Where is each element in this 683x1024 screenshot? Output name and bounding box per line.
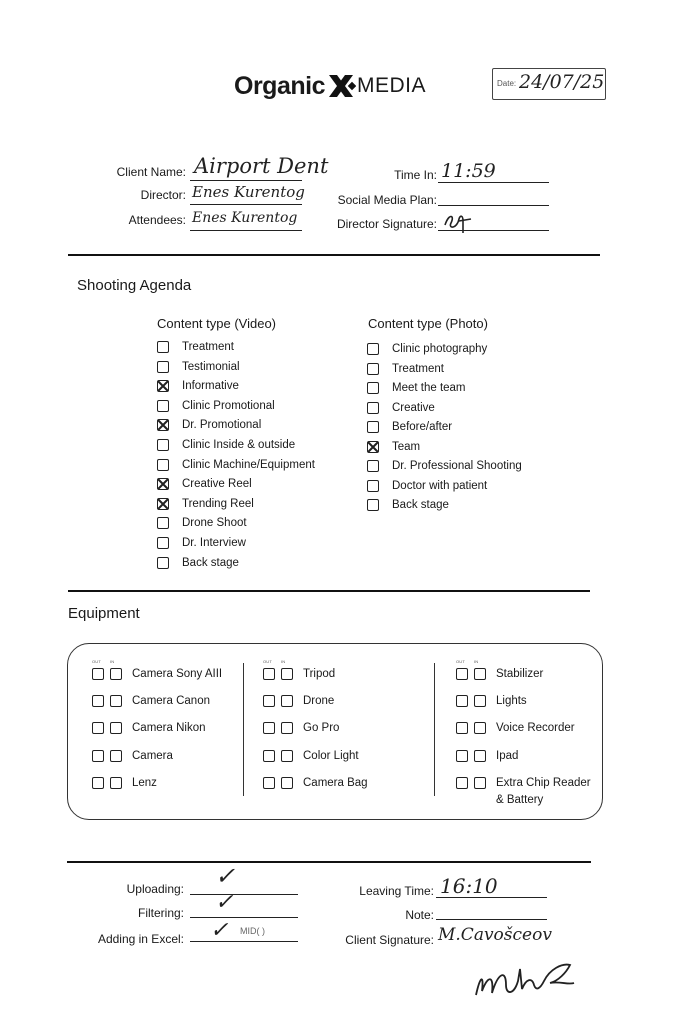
photo-item-label: Clinic photography <box>392 343 488 355</box>
attendees-line <box>190 230 302 231</box>
out-checkbox[interactable] <box>92 750 104 762</box>
photo-item-label: Before/after <box>392 421 453 433</box>
equipment-item-label: Camera <box>132 750 173 762</box>
filtering-value: ✓ <box>215 890 234 915</box>
director-value: Enes Kurentog <box>192 183 305 201</box>
checkbox[interactable] <box>367 421 379 433</box>
video-item-creative-reel[interactable] <box>157 478 252 490</box>
out-checkbox[interactable] <box>263 722 275 734</box>
in-checkbox[interactable] <box>110 695 122 707</box>
video-item-label: Clinic Inside & outside <box>182 439 296 451</box>
video-item-testimonial[interactable] <box>157 361 240 373</box>
out-checkbox[interactable] <box>456 668 468 680</box>
equipment-item-label: Color Light <box>303 750 359 762</box>
equipment-out-header: OUT <box>263 659 273 664</box>
checkbox[interactable] <box>157 517 169 529</box>
equipment-item-label: Extra Chip Reader <box>496 777 591 789</box>
video-item-label: Clinic Promotional <box>182 399 275 412</box>
out-checkbox[interactable] <box>456 722 468 734</box>
equipment-title: Equipment <box>68 605 140 622</box>
director-signature-scribble <box>441 207 481 237</box>
equipment-item-label: Go Pro <box>303 722 340 734</box>
equipment-in-header: IN <box>110 659 115 664</box>
in-checkbox[interactable] <box>474 722 486 734</box>
video-item-label: Testimonial <box>182 360 240 373</box>
equipment-item-label: Tripod <box>303 668 336 680</box>
in-checkbox[interactable] <box>281 668 293 680</box>
video-item-dr-promotional[interactable] <box>157 419 261 431</box>
checkbox[interactable] <box>367 382 379 394</box>
equipment-in-header: IN <box>281 659 286 664</box>
header-divider <box>68 254 600 256</box>
adding-in-excel-label: Adding in Excel: <box>97 932 184 946</box>
in-checkbox[interactable] <box>474 668 486 680</box>
video-item-drone-shoot[interactable] <box>157 517 247 529</box>
out-checkbox[interactable] <box>263 668 275 680</box>
equipment-item-camera-nikon[interactable] <box>92 722 206 734</box>
checkbox[interactable] <box>157 439 169 451</box>
equipment-item-extra-chip-reader[interactable] <box>456 777 591 789</box>
time-in-line <box>438 182 549 183</box>
equipment-item-label: Camera Bag <box>303 777 368 789</box>
equipment-divider-1 <box>243 663 244 796</box>
time-in-label: Time In: <box>394 168 437 182</box>
in-checkbox[interactable] <box>281 777 293 789</box>
adding-in-excel-line <box>190 941 298 942</box>
out-checkbox[interactable] <box>92 777 104 789</box>
attendees-value: Enes Kurentog <box>192 210 298 226</box>
social-media-plan-line <box>438 205 549 206</box>
checkbox[interactable] <box>157 341 169 353</box>
director-signature-label: Director Signature: <box>336 217 437 231</box>
video-item-clinic-inside-outside[interactable] <box>157 439 295 451</box>
checkbox[interactable] <box>157 537 169 549</box>
out-checkbox[interactable] <box>456 777 468 789</box>
equipment-item-camera[interactable] <box>92 750 173 762</box>
brand-organic: Organic <box>234 71 325 100</box>
equipment-divider-2 <box>434 663 435 796</box>
in-checkbox[interactable] <box>474 695 486 707</box>
out-checkbox[interactable] <box>456 695 468 707</box>
out-checkbox[interactable] <box>92 668 104 680</box>
equipment-item-camera-canon[interactable] <box>92 695 210 707</box>
leaving-time-line <box>436 897 547 898</box>
out-checkbox[interactable] <box>263 750 275 762</box>
date-value: 24/07/25 <box>519 71 605 93</box>
video-item-trending-reel[interactable] <box>157 498 254 510</box>
in-checkbox[interactable] <box>281 750 293 762</box>
agenda-divider <box>68 590 590 592</box>
uploading-value: ✓ <box>215 862 236 890</box>
brand-x-icon <box>326 72 356 100</box>
photo-item-label: Treatment <box>392 362 444 375</box>
photo-item-label: Dr. Professional Shooting <box>392 460 522 472</box>
checkbox[interactable] <box>157 400 169 412</box>
equipment-item-color-light[interactable] <box>263 750 359 762</box>
in-checkbox[interactable] <box>110 722 122 734</box>
equipment-out-header: OUT <box>456 659 466 664</box>
adding-in-excel-value: ✓ <box>210 918 229 943</box>
date-box <box>492 68 606 100</box>
equipment-item-label: Camera Canon <box>132 695 210 707</box>
equipment-out-header: OUT <box>92 659 102 664</box>
equipment-item-lights[interactable] <box>456 695 527 707</box>
in-checkbox[interactable] <box>110 750 122 762</box>
uploading-label: Uploading: <box>126 882 184 896</box>
equipment-item-camera-sony-aiii[interactable] <box>92 668 222 680</box>
filtering-line <box>190 917 298 918</box>
in-checkbox[interactable] <box>474 777 486 789</box>
photo-item-clinic-photography[interactable] <box>367 343 487 355</box>
checked-checkbox[interactable] <box>157 498 169 510</box>
video-item-label: Back stage <box>182 556 239 569</box>
equipment-item-ipad[interactable] <box>456 750 518 762</box>
video-item-label: Treatment <box>182 341 234 353</box>
video-item-label: Clinic Machine/Equipment <box>182 458 315 471</box>
out-checkbox[interactable] <box>263 695 275 707</box>
video-item-label: Trending Reel <box>182 497 254 510</box>
equipment-item-label: Voice Recorder <box>496 722 575 734</box>
equipment-item-label: Drone <box>303 695 335 707</box>
in-checkbox[interactable] <box>110 668 122 680</box>
adding-in-excel-note: MID( ) <box>240 926 265 936</box>
out-checkbox[interactable] <box>263 777 275 789</box>
photo-item-label: Doctor with patient <box>392 479 488 492</box>
out-checkbox[interactable] <box>456 750 468 762</box>
in-checkbox[interactable] <box>474 750 486 762</box>
video-item-treatment[interactable] <box>157 341 234 353</box>
photo-item-meet-the-team[interactable] <box>367 382 466 394</box>
in-checkbox[interactable] <box>281 695 293 707</box>
equipment-item-camera-bag[interactable] <box>263 777 368 789</box>
director-line <box>190 204 302 205</box>
video-item-clinic-promotional[interactable] <box>157 400 275 412</box>
checkbox[interactable] <box>157 557 169 569</box>
equipment-item-stabilizer[interactable] <box>456 668 543 680</box>
note-line <box>436 919 547 920</box>
equipment-item-go-pro[interactable] <box>263 722 339 734</box>
photo-item-doctor-with-patient[interactable] <box>367 480 487 492</box>
out-checkbox[interactable] <box>92 722 104 734</box>
photo-item-label: Back stage <box>392 499 449 511</box>
client-name-line <box>190 180 302 181</box>
director-label: Director: <box>140 188 186 202</box>
leaving-time-label: Leaving Time: <box>359 884 434 898</box>
equipment-item-lenz[interactable] <box>92 777 157 789</box>
checked-checkbox[interactable] <box>157 419 169 431</box>
note-label: Note: <box>405 908 434 922</box>
photo-item-back-stage[interactable] <box>367 499 449 511</box>
photo-item-dr-professional-shooting[interactable] <box>367 460 522 472</box>
video-item-label: Creative Reel <box>182 478 252 491</box>
photo-item-treatment[interactable] <box>367 363 444 375</box>
client-name-label: Client Name: <box>116 165 186 179</box>
date-label: Date: <box>497 79 517 88</box>
photo-item-creative[interactable] <box>367 402 435 414</box>
equipment-item-tripod[interactable] <box>263 668 335 680</box>
photo-item-before-after[interactable] <box>367 421 452 433</box>
shooting-agenda-title: Shooting Agenda <box>77 277 192 294</box>
brand-logo <box>234 70 426 102</box>
client-signature-scribble <box>470 955 580 1005</box>
brand-media: MEDIA <box>356 74 426 97</box>
checkbox[interactable] <box>367 480 379 492</box>
client-signature-label: Client Signature: <box>345 933 434 947</box>
equipment-item-label: Camera Sony AIII <box>132 668 223 680</box>
equipment-item-voice-recorder[interactable] <box>456 722 575 734</box>
video-item-label: Dr. Interview <box>182 537 246 549</box>
photo-item-label: Team <box>392 440 421 453</box>
photo-heading: Content type (Photo) <box>368 316 488 331</box>
equipment-item-label: Ipad <box>496 750 519 762</box>
video-heading: Content type (Video) <box>157 316 276 331</box>
photo-item-team[interactable] <box>367 441 420 453</box>
checked-checkbox[interactable] <box>157 478 169 490</box>
video-item-clinic-machine-equipment[interactable] <box>157 459 315 471</box>
equipment-item-label: Camera Nikon <box>132 722 206 734</box>
video-item-dr-interview[interactable] <box>157 537 246 549</box>
equipment-item-label: Lights <box>496 695 527 707</box>
video-item-label: Drone Shoot <box>182 517 247 530</box>
equipment-item-battery <box>496 794 543 806</box>
uploading-line <box>190 894 298 895</box>
checkbox[interactable] <box>367 343 379 355</box>
equipment-divider-bottom <box>67 861 591 863</box>
equipment-item-drone[interactable] <box>263 695 334 707</box>
time-in-value: 11:59 <box>441 160 496 182</box>
checkbox[interactable] <box>157 361 169 373</box>
client-name-value: Airport Dent <box>194 154 329 178</box>
equipment-item-label: & Battery <box>496 794 544 806</box>
checked-checkbox[interactable] <box>367 441 379 453</box>
checked-checkbox[interactable] <box>157 380 169 392</box>
checkbox[interactable] <box>157 459 169 471</box>
video-item-label: Dr. Promotional <box>182 419 262 432</box>
equipment-in-header: IN <box>474 659 479 664</box>
video-item-label: Informative <box>182 380 239 393</box>
photo-item-label: Meet the team <box>392 382 466 394</box>
social-media-plan-label: Social Media Plan: <box>337 193 437 207</box>
equipment-item-label: Stabilizer <box>496 668 544 680</box>
photo-item-label: Creative <box>392 401 435 414</box>
checkbox[interactable] <box>367 363 379 375</box>
video-item-back-stage[interactable] <box>157 557 239 569</box>
checkbox[interactable] <box>367 460 379 472</box>
in-checkbox[interactable] <box>110 777 122 789</box>
in-checkbox[interactable] <box>281 722 293 734</box>
equipment-item-label: Lenz <box>132 777 157 789</box>
video-item-informative[interactable] <box>157 380 239 392</box>
checkbox[interactable] <box>367 402 379 414</box>
leaving-time-value: 16:10 <box>440 874 498 898</box>
filtering-label: Filtering: <box>137 906 184 920</box>
client-signature-value: M.Cavošceov <box>438 925 552 945</box>
attendees-label: Attendees: <box>128 213 186 227</box>
out-checkbox[interactable] <box>92 695 104 707</box>
checkbox[interactable] <box>367 499 379 511</box>
director-signature-line <box>438 230 549 231</box>
